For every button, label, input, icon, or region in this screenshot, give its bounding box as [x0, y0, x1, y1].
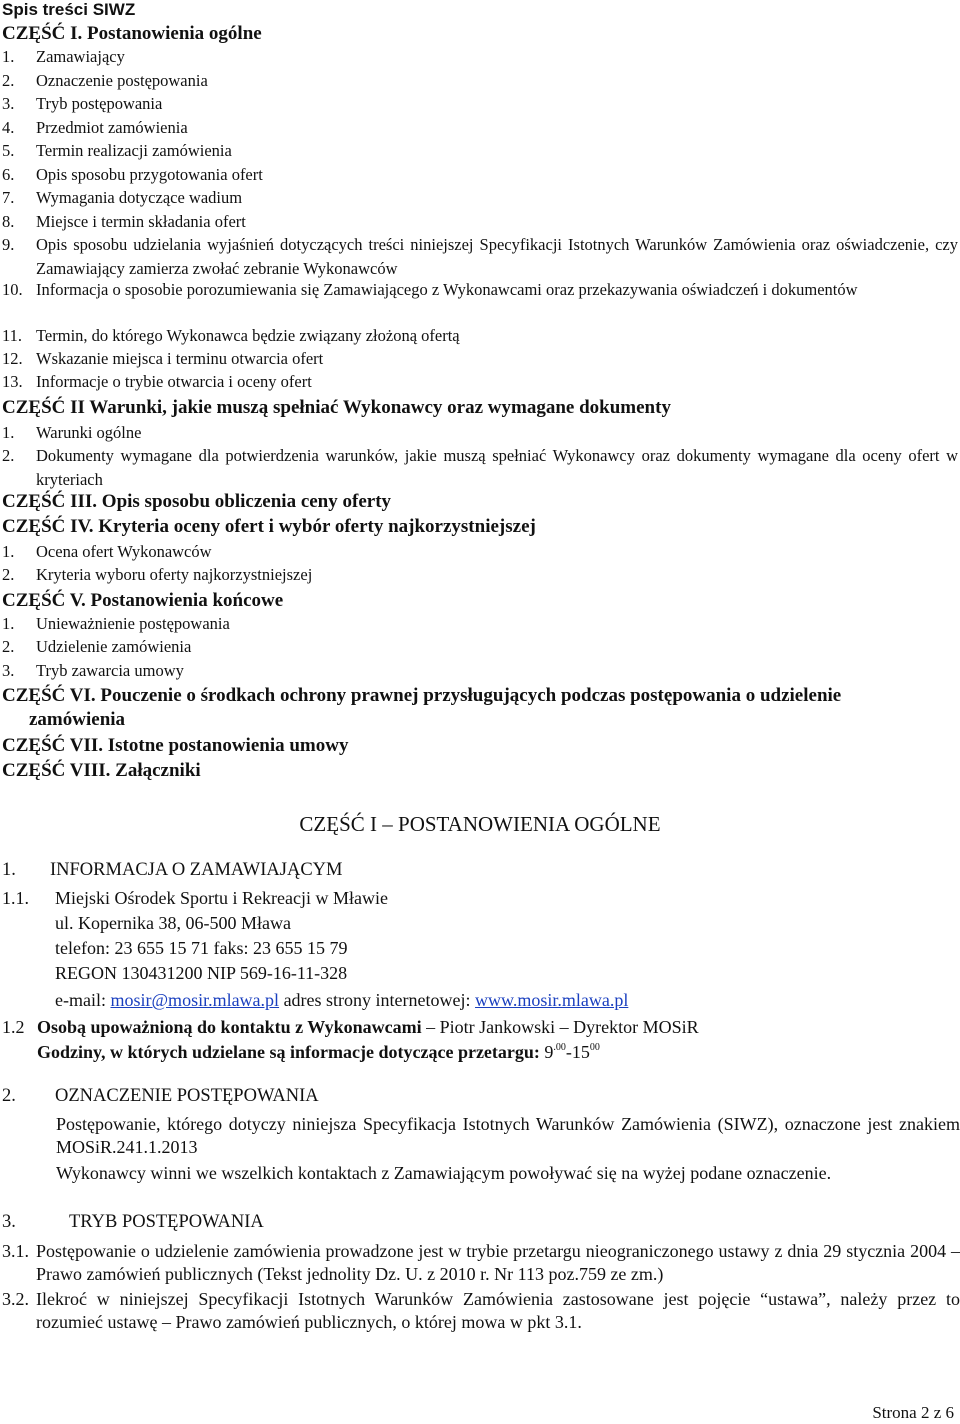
toc-item: 4. Przedmiot zamówienia [2, 117, 188, 137]
office-hours-line: Godziny, w których udzielane są informacje dotyczące przetargu: $9^{.00}-15^{00}$ [37, 1042, 600, 1062]
toc-part-1: CZĘŚĆ I. Postanowienia ogólne [2, 23, 262, 44]
toc-item: 2. Oznaczenie postępowania [2, 70, 208, 90]
toc-item: 1. Unieważnienie postępowania [2, 614, 230, 633]
toc-part-6: CZĘŚĆ VI. Pouczenie o środkach ochrony prawnej przysługujących podczas postępowania o udzielenie zamówienia [2, 685, 842, 730]
toc-item: 2. Kryteria wyboru oferty najkorzystniejszej [2, 565, 313, 584]
org-regon: REGON 130431200 NIP 569-16-11-328 [55, 963, 348, 983]
section-title: CZĘŚĆ I – POSTANOWIENIA OGÓLNE [299, 812, 661, 836]
toc-item: 10. Informacja o sposobie porozumiewania się Zamawiającego z Wykonawcami oraz przekazywania oświadczeń i dokumentów [2, 280, 858, 299]
subsection-3-1: 3.1. Postępowanie o udzielenie zamówienia prowadzone jest w trybie przetargu nieograniczonego ustawy z dnia 29 stycznia 2004 – Prawo zamówień publicznych (Tekst jednolity Dz. U. z 2010 r. Nr 113 poz.759 ze zm.) [2, 1241, 960, 1284]
toc-part-7: CZĘŚĆ VII. Istotne postanowienia umowy [2, 735, 349, 756]
page-number: Strona 2 z 6 [872, 1403, 954, 1422]
toc-heading: Spis treści SIWZ [2, 0, 136, 19]
subsection-3-2: 3.2. Ilekroć w niniejszej Specyfikacji Istotnych Warunków Zamówienia zastosowane jest pojęcie “ustawa”, należy przez to rozumieć ustawę – Prawo zamówień publicznych, o której mowa w pkt 3.1. [2, 1289, 960, 1332]
toc-item: 7. Wymagania dotyczące wadium [2, 188, 243, 207]
section-2-paragraph-2: Wykonawcy winni we wszelkich kontaktach z Zamawiającym powoływać się na wyżej podane oznaczenie. [56, 1163, 832, 1183]
toc-item: 3. Tryb postępowania [2, 94, 163, 113]
org-contact-line: e-mail: mosir@mosir.mlawa.pl adres strony internetowej: www.mosir.mlawa.pl [55, 990, 629, 1010]
org-address: ul. Kopernika 38, 06-500 Mława [55, 913, 291, 933]
org-phone: telefon: 23 655 15 71 faks: 23 655 15 79 [55, 938, 348, 958]
toc-item: 1. Warunki ogólne [2, 423, 142, 442]
toc-item: 13. Informacje o trybie otwarcia i oceny ofert [2, 372, 312, 391]
document-page: Spis treści SIWZ CZĘŚĆ I. Postanowienia ogólne 1. Zamawiający 2. Oznaczenie postępowania 3. Tryb postępowania 4. Przedmiot zamówienia 5. Termin realizacji zamówienia 6. Opis sposobu przygotowania ofert 7. Wymagania dotyczące wadium 8. Miejsce i termin składania ofert 9. Opis sposobu udzielania wyjaśnień dotyczących treści niniejszej Specyfikacji Istotnych Warunków Zamówienia oraz oświadczenie, czy Zamawiający zamierza zwołać zebranie Wykonawców 10. Informacja o sposobie porozumiewania się Zamawiającego z Wykonawcami oraz przekazywania oświadczeń i dokumentów 11. Termin, do którego Wykonawca będzie związany złożoną ofertą 12. Wskazanie miejsca i terminu otwarcia ofert 13. Informacje o trybie otwarcia i oceny ofert CZĘŚĆ II Warunki, jakie muszą spełniać Wykonawcy oraz wymagane dokumenty 1. Warunki ogólne 2. Dokumenty wymagane dla potwierdzenia warunków, jakie muszą spełniać Wykonawcy oraz dokumenty wymagane dla oceny ofert w kryteriach CZĘŚĆ III. Opis sposobu obliczenia ceny oferty CZĘŚĆ IV. Kryteria oceny ofert i wybór oferty najkorzystniejszej 1. Ocena ofert Wykonawców 2. Kryteria wyboru oferty najkorzystniejszej CZĘŚĆ V. Postanowienia końcowe 1. Unieważnienie postępowania 2. Udzielenie zamówienia 3. Tryb zawarcia umowy CZĘŚĆ VI. Pouczenie o środkach ochrony prawnej przysługujących podczas postępowania o udzielenie zamówienia CZĘŚĆ VII. Istotne postanowienia umowy CZĘŚĆ VIII. Załączniki CZĘŚĆ I – POSTANOWIENIA OGÓLNE 1. INFORMACJA O ZAMAWIAJĄCYM 1.1. Miejski Ośrodek Sportu i Rekreacji w Mławie ul. Kopernika 38, 06-500 Mława telefon: 23 655 15 71 faks: 23 655 15 79 REGON 130431200 NIP 569-16-11-328 e-mail: mosir@mosir.mlawa.pl adres strony internetowej: www.mosir.mlawa.pl 1.2 Osobą upoważnioną do kontaktu z Wykonawcami – Piotr Jankowski – Dyrektor MOSiR Godziny, w których udzielane są informacje dotyczące przetargu: $9^{.00}-15^{00}$ 2. OZNACZENIE POSTĘPOWANIA Postępowanie, którego dotyczy niniejsza Specyfikacja Istotnych Warunków Zamówienia (SIWZ), oznaczone jest znakiem MOSiR.241.1.2013 Wykonawcy winni we wszelkich kontaktach z Zamawiającym powoływać się na wyżej podane oznaczenie. 3. TRYB POSTĘPOWANIA 3.1. Postępowanie o udzielenie zamówienia prowadzone jest w trybie przetargu nieograniczonego ustawy z dnia 29 stycznia 2004 – Prawo zamówień publicznych (Tekst jednolity Dz. U. z 2010 r. Nr 113 poz.759 ze zm.) 3.2. Ilekroć w niniejszej Specyfikacji Istotnych Warunków Zamówienia zastosowane jest pojęcie “ustawa”, należy przez to rozumieć ustawę – Prawo zamówień publicznych, o której mowa w pkt 3.1. Strona 2 z 6 [2, 0, 960, 1422]
contact-person-line: Osobą upoważnioną do kontaktu z Wykonawcami – Piotr Jankowski – Dyrektor MOSiR [37, 1017, 699, 1037]
toc-item: 9. Opis sposobu udzielania wyjaśnień dotyczących treści niniejszej Specyfikacji Istotnych Warunków Zamówienia oraz oświadczenie, czy Zamawiający zamierza zwołać zebranie Wykonawców [2, 235, 958, 278]
toc-item: 3. Tryb zawarcia umowy [2, 661, 184, 680]
toc-item: 1. Ocena ofert Wykonawców [2, 542, 212, 561]
toc-item: 6. Opis sposobu przygotowania ofert [2, 164, 263, 184]
toc-part-8: CZĘŚĆ VIII. Załączniki [2, 760, 201, 781]
toc-part-2: CZĘŚĆ II Warunki, jakie muszą spełniać Wykonawcy oraz wymagane dokumenty [2, 397, 671, 418]
toc-part-3: CZĘŚĆ III. Opis sposobu obliczenia ceny oferty [2, 491, 392, 512]
toc-part-5: CZĘŚĆ V. Postanowienia końcowe [2, 590, 284, 611]
toc-item: 12. Wskazanie miejsca i terminu otwarcia ofert [2, 349, 324, 368]
section-2-paragraph-1: Postępowanie, którego dotyczy niniejsza Specyfikacja Istotnych Warunków Zamówienia (SIWZ), oznaczone jest znakiem MOSiR.241.1.2013 [56, 1114, 960, 1157]
toc-item: 11. Termin, do którego Wykonawca będzie związany złożoną ofertą [2, 326, 460, 345]
email-link[interactable]: mosir@mosir.mlawa.pl [110, 990, 280, 1010]
subsection-1-2-num: 1.2 [2, 1017, 25, 1037]
toc-item: 2. Udzielenie zamówienia [2, 637, 192, 656]
toc-item: 5. Termin realizacji zamówienia [2, 141, 232, 160]
toc-item: 8. Miejsce i termin składania ofert [2, 211, 246, 231]
toc-item: 2. Dokumenty wymagane dla potwierdzenia warunków, jakie muszą spełniać Wykonawcy oraz dokumenty wymagane dla oceny ofert w kryteriach [2, 446, 958, 489]
subsection-1-1-num: 1.1. [2, 888, 29, 908]
org-name: Miejski Ośrodek Sportu i Rekreacji w Mławie [55, 888, 388, 908]
toc-part-4: CZĘŚĆ IV. Kryteria oceny ofert i wybór oferty najkorzystniejszej [2, 516, 536, 537]
toc-item: 1. Zamawiający [2, 47, 125, 66]
website-link[interactable]: www.mosir.mlawa.pl [475, 990, 629, 1010]
